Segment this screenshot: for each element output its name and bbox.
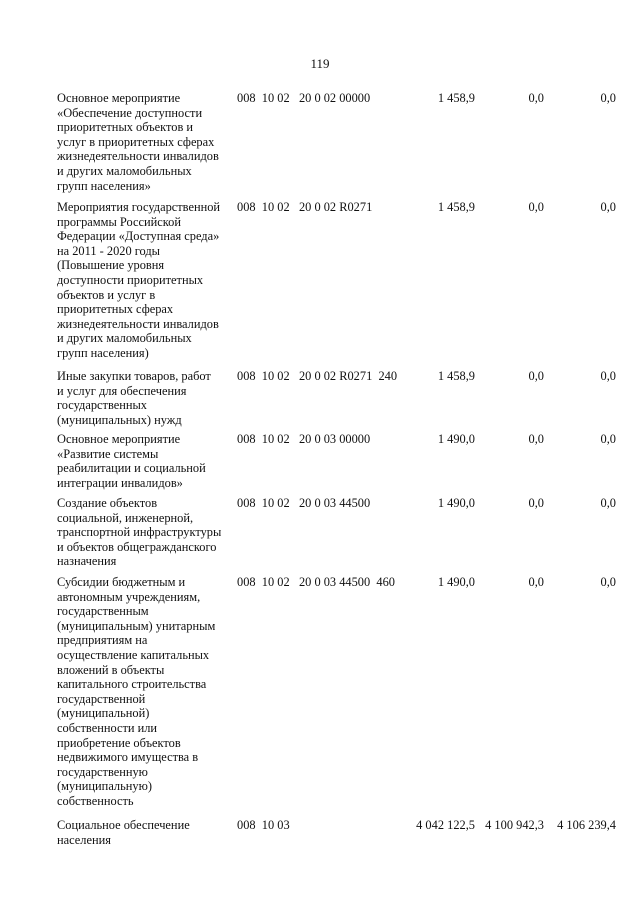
row-value-3: 4 106 239,4 <box>557 818 616 832</box>
row-name-line: «Развитие системы <box>57 446 159 461</box>
row-name-line: групп населения» <box>57 178 151 193</box>
row-value-2: 4 100 942,3 <box>485 818 544 832</box>
row-name <box>57 432 237 490</box>
row-name-line: автономным учреждениям, <box>57 589 201 604</box>
row-name <box>57 818 237 847</box>
page-number: 119 <box>310 56 330 71</box>
row-name-line: Мероприятия государственной <box>57 200 221 214</box>
row-value-1: 1 490,0 <box>437 432 475 446</box>
row-code: 008 10 03 <box>237 818 290 832</box>
row-value-1: 1 490,0 <box>437 496 475 510</box>
row-value-2: 0,0 <box>528 200 544 214</box>
row-name-line: недвижимого имущества в <box>57 750 199 765</box>
row-value-3: 0,0 <box>600 200 616 214</box>
row-name <box>57 369 237 427</box>
row-name-line: доступности приоритетных <box>57 272 204 287</box>
row-name-line: населения <box>57 832 111 847</box>
row-name <box>57 496 237 569</box>
row-name-line: Создание объектов <box>57 496 158 510</box>
row-name-line: (муниципальных) нужд <box>57 412 182 427</box>
row-name-line: жизнедеятельности инвалидов <box>57 316 219 331</box>
row-name-line: транспортной инфраструктуры <box>57 525 222 540</box>
row-name-line: программы Российской <box>57 214 181 229</box>
row-value-2: 0,0 <box>528 575 544 589</box>
row-name-line: объектов и услуг в <box>57 287 156 302</box>
row-name-line: (муниципальную) <box>57 779 152 794</box>
row-name-line: групп населения) <box>57 345 149 360</box>
row-code: 008 10 02 20 0 03 00000 <box>237 432 371 446</box>
row-value-3: 0,0 <box>600 91 616 105</box>
row-name <box>57 200 237 361</box>
row-name-line: Социальное обеспечение <box>57 818 190 832</box>
row-value-3: 0,0 <box>600 369 616 383</box>
row-value-3: 0,0 <box>600 432 616 446</box>
row-name-line: государственной <box>57 691 146 706</box>
row-name-line: государственным <box>57 604 149 619</box>
row-name-line: Субсидии бюджетным и <box>57 575 186 589</box>
row-name-line: государственную <box>57 764 148 779</box>
row-value-3: 0,0 <box>600 575 616 589</box>
row-name-line: приоритетных сферах <box>57 302 174 317</box>
row-name-line: осуществление капитальных <box>57 647 210 662</box>
row-code: 008 10 02 20 0 03 44500 460 <box>237 575 395 589</box>
row-name-line: Основное мероприятие <box>57 91 181 105</box>
row-value-1: 4 042 122,5 <box>416 818 475 832</box>
row-value-1: 1 490,0 <box>437 575 475 589</box>
row-name-line: Федерации «Доступная среда» <box>57 229 220 244</box>
row-name-line: и услуг для обеспечения <box>57 383 187 398</box>
row-name-line: социальной, инженерной, <box>57 510 194 525</box>
row-name-line: услуг в приоритетных сферах <box>57 134 215 149</box>
row-name-line: Иные закупки товаров, работ <box>57 369 211 383</box>
row-name <box>57 91 237 193</box>
row-name-line: интеграции инвалидов» <box>57 475 183 490</box>
row-code: 008 10 02 20 0 02 R0271 <box>237 200 373 214</box>
row-name-line: государственных <box>57 398 148 413</box>
row-name-line: вложений в объекты <box>57 662 165 677</box>
row-name-line: назначения <box>57 554 117 569</box>
row-name <box>57 575 237 809</box>
row-name-line: и других маломобильных <box>57 331 192 346</box>
row-value-2: 0,0 <box>528 432 544 446</box>
row-value-1: 1 458,9 <box>437 200 475 214</box>
row-name-line: приобретение объектов <box>57 735 181 750</box>
row-name-line: жизнедеятельности инвалидов <box>57 149 219 164</box>
row-value-2: 0,0 <box>528 496 544 510</box>
row-name-line: на 2011 - 2020 годы <box>57 243 160 258</box>
row-value-1: 1 458,9 <box>437 91 475 105</box>
row-name-line: приоритетных объектов и <box>57 120 194 135</box>
row-code: 008 10 02 20 0 02 00000 <box>237 91 371 105</box>
row-code: 008 10 02 20 0 02 R0271 240 <box>237 369 398 383</box>
row-name-line: «Обеспечение доступности <box>57 105 203 120</box>
row-value-3: 0,0 <box>600 496 616 510</box>
row-name-line: собственности или <box>57 720 158 735</box>
row-value-2: 0,0 <box>528 91 544 105</box>
row-name-line: Основное мероприятие <box>57 432 181 446</box>
row-name-line: предприятиям на <box>57 633 148 648</box>
row-name-line: (муниципальной) <box>57 706 150 721</box>
row-name-line: и объектов общегражданского <box>57 539 217 554</box>
row-name-line: (муниципальным) унитарным <box>57 618 216 633</box>
row-name-line: капитального строительства <box>57 677 207 692</box>
row-value-1: 1 458,9 <box>437 369 475 383</box>
row-name-line: собственность <box>57 793 134 808</box>
row-name-line: (Повышение уровня <box>57 258 165 273</box>
row-value-2: 0,0 <box>528 369 544 383</box>
row-name-line: и других маломобильных <box>57 163 192 178</box>
row-code: 008 10 02 20 0 03 44500 <box>237 496 371 510</box>
row-name-line: реабилитации и социальной <box>57 461 206 476</box>
